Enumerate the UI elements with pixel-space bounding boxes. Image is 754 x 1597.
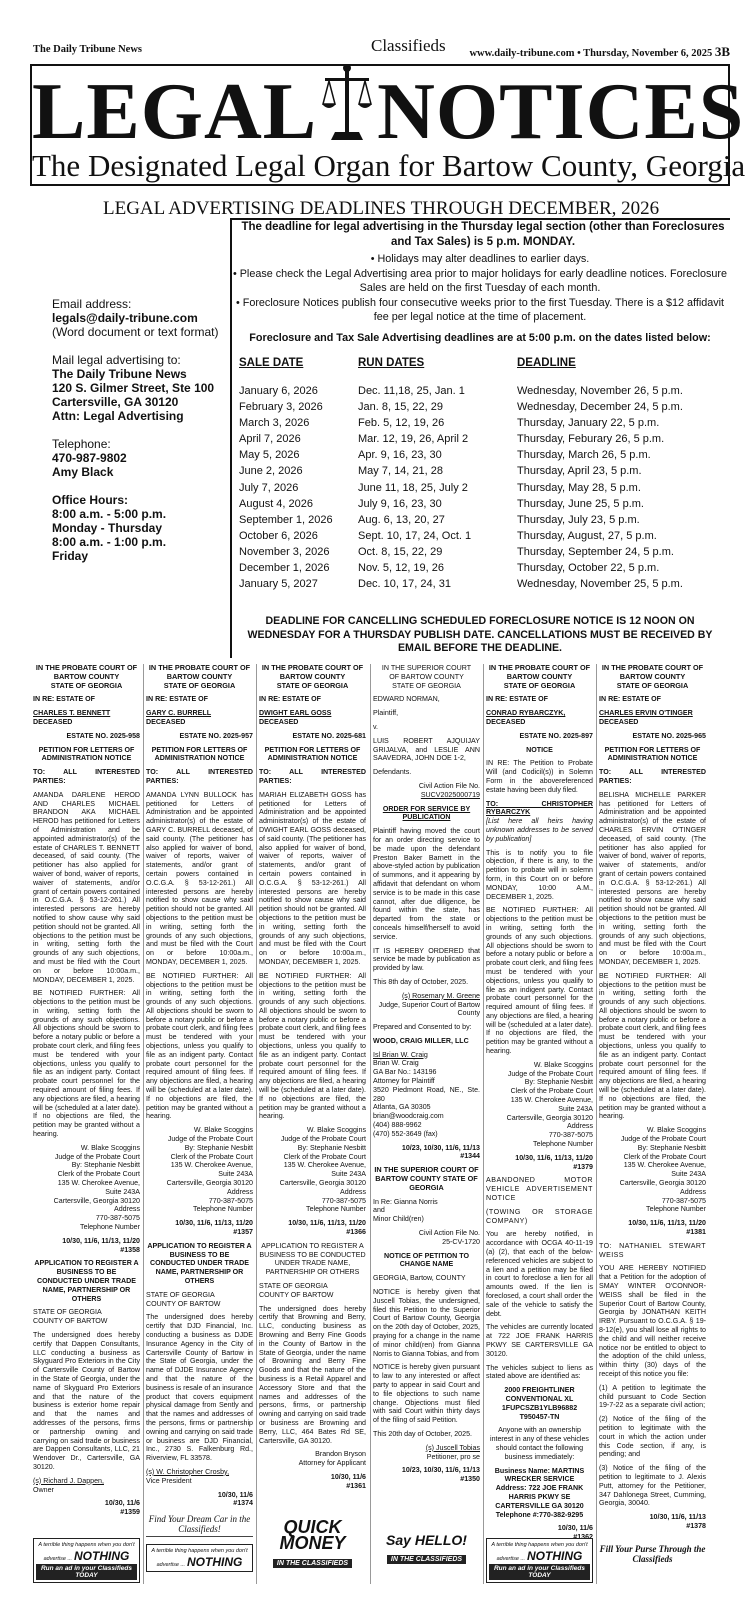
header-web-date: www.daily-tribune.com • Thursday, November 6, 2025 3B bbox=[469, 44, 730, 59]
run-dates-column bbox=[358, 383, 471, 592]
run-date: Dec. 11,18, 25, Jan. 1 bbox=[358, 385, 465, 397]
deadline-date: Thursday, September 24, 5 p.m. bbox=[517, 545, 674, 558]
deadline-date: Thursday, March 26, 5 p.m. bbox=[517, 449, 651, 462]
run-date: Aug. 6, 13, 20, 27 bbox=[358, 513, 445, 526]
notice-column-5: IN THE PROBATE COURT OF BARTOW COUNTY STATE OF GEORGIA IN RE: ESTATE OF CONRAD RYBARCZYK, DECEASED ESTATE NO. 2025-897 NOTICE IN RE: The Petition to Probate Will (and Codicil(s)) in Solemn Form in the abovereferenced estate having been duly filed. TO: CHRISTOPHER RYBARCZYK [List here all heirs having unknown addresses to be served by publication] This is to notify you to file objection, if there is any, to the petition to probate will in solemn form, in this Court on or before MONDAY, 10:00 A.M., DECEMBER 1, 2025. BE NOTIFIED FURTHER: All objections to the petition must be in writing, setting forth the grounds of any such objections. All objections should be sworn to before a notary public or before a probate court clerk, and filing fees must be tendered with your objections, unless you qualify to file as an indigent party. Contact probate court personnel for the required amount of filing fees. If any objections are filed, a hearing will be (scheduled at a later date). If no objections are filed, the petition may be granted without a hearing. W. Blake Scoggins Judge of the Probate Court By: Stephanie Nesbitt Clerk of the Probate Court 135 W. Cherokee Avenue, Suite 243A Cartersville, Georgia 30120 Address 770-387-5075 Telephone Number 10/30, 11/6, 11/13, 11/20 #1379 ABANDONED MOTOR VEHICLE ADVERTISEMENT NOTICE (TOWING OR STORAGE COMPANY) You are hereby notified, in accordance with OCGA 40-11-19 (a) (2), that each of the below-referenced vehicles are subject to a lien and a petition may be filed in court to foreclose a lien for all amounts owed. If the lien is foreclosed, a court shall order the sale of the vehicle to satisfy the debt. The vehicles are currently located at 722 JOE FRANK HARRIS PKWY SE CARTERSVILLE GA 30120. The vehicles subject to liens as stated above are identified as: 2000 FREIGHTLINER CONVENTIONAL XL 1FUPCSZB1YLB96882 T950457-TN Anyone with an ownership interest in any of these vehicles should contact the following business immediately: Business Name: MARTINS WRECKER SERVICE Address: 722 JOE FRANK HARRIS PKWY SE CARTERSVILLE GA 30120 Telephone #:770-382-9295 10/30, 11/6 #1362 A terrible thing happens when you don't advertise ... NOTHING Run an ad in your Classifieds TODAY bbox=[486, 664, 593, 1584]
sale-date: August 4, 2026 bbox=[239, 497, 314, 510]
phone-name: Amy Black bbox=[52, 465, 114, 479]
sale-date: January 5, 2027 bbox=[239, 578, 318, 591]
dream-car-ad: Find Your Dream Car in the Classifieds! bbox=[146, 1514, 253, 1537]
sale-date: May 5, 2026 bbox=[239, 449, 300, 462]
mail-name: The Daily Tribune News bbox=[52, 367, 187, 381]
run-date: Dec. 10, 17, 24, 31 bbox=[358, 578, 451, 591]
deadline-date: Thursday, June 25, 5 p.m. bbox=[517, 497, 644, 510]
run-date: Mar. 12, 19, 26, April 2 bbox=[358, 433, 469, 446]
sale-date: February 3, 2026 bbox=[239, 401, 323, 414]
quick-money-ad: QUICK MONEY IN THE CLASSIFIEDS bbox=[259, 1519, 366, 1568]
notice-column-6: IN THE PROBATE COURT OF BARTOW COUNTY STATE OF GEORGIA IN RE: ESTATE OF CHARLES ERVIN O'TINGER DECEASED ESTATE NO. 2025-965 PETITION FOR LETTERS OF ADMINISTRATION NOTICE TO: ALL INTERESTED PARTIES: BELISHA MICHELLE PARKER has petitioned for Letters of Administration and be appointed administrator(s) of the estate of CHARLES ERVIN O'TINGER deceased, of said county. (The petitioner has also applied for waiver of bond, waiver of reports, waiver of statements, and/or grant of certain powers contained in O.C.G.A. § 53-12-261.) All interested persons are hereby notified to show cause why said petition should not be granted. All objections to the petition must be in writing, setting forth the grounds of any such objections, and must be filed with the Court on or before 10:00a.m., MONDAY, DECEMBER 1, 2025. BE NOTIFIED FURTHER: All objections to the petition must be in writing, setting forth the grounds of any such objections. All objections should be sworn to before a notary public or before a probate court clerk, and filing fees must be tendered with your objections, unless you qualify to file as an indigent party. Contact probate court personnel for the required amount of filing fees. If any objections are filed, a hearing will be (scheduled at a later date). If no objections are filed, the petition may be granted without a hearing. W. Blake Scoggins Judge of the Probate Court By: Stephanie Nesbitt Clerk of the Probate Court 135 W. Cherokee Avenue, Suite 243A Cartersville, Georgia 30120 Address 770-387-5075 Telephone Number 10/30, 11/6, 11/13, 11/20 #1381 TO: NATHANIEL STEWART WEISS YOU ARE HEREBY NOTIFIED that a Petition for the adoption of SMAY WINTER O'CONNOR-WEISS shall be filed in the Superior Court of Bartow County, Georgia by JONATHAN KEITH IRBY. Pursuant to O.C.G.A. § 19-8-12(e), you shall lose all rights to the child and will neither receive notice nor be entitled to object to the adoption of the child unless, within thirty (30) days of the receipt of this notice you file: (1) A petition to legitimate the child pursuant to Code Section 19-7-22 as a separate civil action; (2) Notice of the filing of the petition to legitimate with the court in which the action under this Code section, if any, is pending; and (3) Notice of the filing of the petition to legitimate to J. Alexis Putt, attorney for the Petitioner, 347 Dahlonega Street, Cumming, Georgia, 30040. 10/30, 11/6, 11/13 #1378 Fill Your Purse Through the Classifieds bbox=[599, 664, 706, 1564]
deadline-date: Thursday, April 23, 5 p.m. bbox=[517, 465, 642, 478]
deadline-date: Thursday, August, 27, 5 p.m. bbox=[517, 529, 657, 542]
sale-date: March 3, 2026 bbox=[239, 417, 310, 430]
sale-date-header: SALE DATE bbox=[239, 357, 304, 369]
section-name: Classifieds bbox=[371, 36, 446, 55]
masthead bbox=[30, 64, 746, 186]
run-date: July 9, 16, 23, 30 bbox=[358, 497, 442, 510]
cancellation-note: DEADLINE FOR CANCELLING SCHEDULED FORECLOSURE NOTICE IS 12 NOON ON WEDNESDAY FOR A THURSDAY PUBLISH DATE. CANCELLATIONS MUST BE RECEIVED BY EMAIL BEFORE THE DEADLINE. bbox=[247, 615, 713, 654]
run-date: Nov. 5, 12, 19, 26 bbox=[358, 562, 445, 575]
notice-column-4: IN THE SUPERIOR COURT OF BARTOW COUNTY STATE OF GEORGIA EDWARD NORMAN, Plaintiff, v. LUIS ROBERT AJQUIJAY GRIJALVA, and LESLIE ANN SAAVEDRA, JOHN DOE 1-2, Defendants. Civil Action File No. SUCV2025000719 ORDER FOR SERVICE BY PUBLICATION Plaintiff having moved the court for an order directing service to be made upon the defendant Preston Baker Barnett in the above-styled action by publication of summons, and it appearing by affidavit that defendant on whom service is to be made in this case cannot, after due diligence, be found within the state, has departed from the state or conceals himself/herself to avoid service. IT IS HEREBY ORDERED that service be made by publication as provided by law. This 8th day of October, 2025. (s) Rosemary M. Greene Judge, Superior Court of Bartow County Prepared and Consented to by: WOOD, CRAIG MILLER, LLC Isl Brian W. Craig Brian W. Craig GA Bar No.: 143196 Attorney for Plaintiff 3520 Piedmont Road, NE., Ste. 280 Atlanta, GA 30305 brian@woodcraig.com (404) 888-9962 (470) 552-3649 (fax) 10/23, 10/30, 11/6, 11/13 #1344 IN THE SUPERIOR COURT OF BARTOW COUNTY STATE OF GEORGIA In Re: Gianna Norris and Minor Child(ren) Civil Action File No. 25-CV-1720 NOTICE OF PETITION TO CHANGE NAME GEORGIA, Bartow, COUNTY NOTICE is hereby given that Juscell Tobias, the undersigned, filed this Petition to the Superior Court of Bartow County, Georgia on the 20th day of October, 2025, praying for a change in the name of minor child(ren) from Gianna Norris to Gianna Tobias, and from NOTICE is hereby given pursuant to law to any interested or affect party to appear in said Court and to file objections to such name change. Objections must filed with said Court within thirty days of the filing of said Petition. This 20th day of October, 2025. (s) Juscell Tobias Petitioner, pro se 10/23, 10/30, 11/6, 11/13 #1350 Say HELLO! IN THE CLASSIFIEDS bbox=[373, 664, 480, 1563]
court-heading: IN THE PROBATE COURT OF BARTOW COUNTY STATE OF GEORGIA bbox=[35, 664, 138, 690]
deadlines-heading: LEGAL ADVERTISING DEADLINES THROUGH DECEMBER, 2026 bbox=[103, 198, 660, 219]
run-date: Jan. 8, 15, 22, 29 bbox=[358, 401, 444, 414]
deadline-header: DEADLINE bbox=[517, 357, 576, 369]
mail-street: 120 S. Gilmer Street, Ste 100 bbox=[52, 381, 215, 395]
fill-purse-ad: Fill Your Purse Through the Classifieds bbox=[599, 1544, 706, 1564]
run-date: June 11, 18, 25, July 2 bbox=[358, 481, 468, 494]
scales-of-justice-icon bbox=[321, 64, 373, 142]
sale-date: January 6, 2026 bbox=[239, 385, 318, 397]
notice-column-3: IN THE PROBATE COURT OF BARTOW COUNTY STATE OF GEORGIA IN RE: ESTATE OF DWIGHT EARL GOSS DECEASED ESTATE NO. 2025-681 PETITION FOR LETTERS OF ADMINISTRATION NOTICE TO: ALL INTERESTED PARTIES: MARIAH ELIZABETH GOSS has petitioned for Letters of Administration and be appointed administrator(s) of the estate of DWIGHT EARL GOSS deceased, of said county. (The petitioner has also applied for waiver of bond, waiver of reports, waiver of statements, and/or grant of certain powers contained in O.C.G.A. § 53-12-261.) All interested persons are hereby notified to show cause why said petition should not be granted. All objections to the petition must be in writing, setting forth the grounds of any such objections, and must be filed with the Court on or before 10:00a.m., MONDAY, DECEMBER 1, 2025. BE NOTIFIED FURTHER: All objections to the petition must be in writing, setting forth the grounds of any such objections. All objections should be sworn to before a notary public or before a probate court clerk, and filing fees must be tendered with your objections, unless you qualify to file as an indigent party. Contact probate court personnel for the required amount of filing fees. If any objections are filed, a hearing will be (scheduled at a later date). If no objections are filed, the petition may be granted without a hearing. W. Blake Scoggins Judge of the Probate Court By: Stephanie Nesbitt Clerk of the Probate Court 135 W. Cherokee Avenue, Suite 243A Cartersville, Georgia 30120 Address 770-387-5075 Telephone Number 10/30, 11/6, 11/13, 11/20 #1366 APPLICATION TO REGISTER A BUSINESS TO BE CONDUCTED UNDER TRADE NAME, PARTNERSHIP OR OTHERS STATE OF GEORGIA COUNTY OF BARTOW The undersigned does hereby certify that Browning and Berry, LLC, conducting business as Browning and Berry Fine Goods in the County of Bartow in the State of Georgia, under the name of Browning and Berry Fine Goods and that the nature of the business is a Retail Apparel and Accessory Store and that the names and addresses of the persons, firms, or partnership owning and carrying on said trade or business are Browning and Berry, LLC, 464 Bates Rd SE, Cartersville, GA 30120. Brandon Bryson Attorney for Applicant 10/30, 11/6 #1361 QUICK MONEY IN THE CLASSIFIEDS bbox=[259, 664, 366, 1567]
email-note: (Word document or text format) bbox=[52, 325, 219, 339]
sale-date: June 2, 2026 bbox=[239, 465, 303, 478]
deadline-date: Thursday, October 22, 5 p.m. bbox=[517, 562, 660, 575]
deadline-date: Thursday, July 23, 5 p.m. bbox=[517, 513, 640, 526]
run-date: May 7, 14, 21, 28 bbox=[358, 465, 443, 478]
email-label: Email address: bbox=[52, 297, 132, 311]
page-header bbox=[33, 36, 730, 62]
foreclosure-note: Foreclosure and Tax Sale Advertising deadlines are at 5:00 p.m. on the dates listed below: bbox=[249, 332, 711, 344]
run-date: Sept. 10, 17, 24, Oct. 1 bbox=[358, 529, 472, 542]
mail-label: Mail legal advertising to: bbox=[52, 353, 181, 367]
deadline-date: Wednesday, November 25, 5 p.m. bbox=[517, 578, 683, 591]
sale-date: December 1, 2026 bbox=[239, 562, 330, 575]
sale-date: July 7, 2026 bbox=[239, 481, 299, 494]
deadline-date: Wednesday, November 26, 5 p.m. bbox=[517, 385, 683, 397]
run-date: Apr. 9, 16, 23, 30 bbox=[358, 449, 442, 462]
sale-date: November 3, 2026 bbox=[239, 545, 330, 558]
masthead-subtitle: The Designated Legal Organ for Bartow County, Georgia bbox=[32, 148, 746, 183]
deadline-date: Thursday, January 22, 5 p.m. bbox=[517, 417, 660, 430]
publication-name: The Daily Tribune News bbox=[33, 44, 142, 55]
nothing-ad: A terrible thing happens when you don't advertise ... NOTHING Run an ad in your Classifieds TODAY bbox=[33, 1538, 140, 1583]
nothing-ad-3: A terrible thing happens when you don't advertise ... NOTHING Run an ad in your Classifieds TODAY bbox=[486, 1538, 593, 1583]
sale-date: October 6, 2026 bbox=[239, 529, 318, 542]
deadline-date: Thursday, Feburary 26, 5 p.m. bbox=[517, 433, 665, 446]
sale-dates-column bbox=[239, 383, 333, 592]
notice-column-2: IN THE PROBATE COURT OF BARTOW COUNTY STATE OF GEORGIA IN RE: ESTATE OF GARY C. BURRELL DECEASED ESTATE NO. 2025-957 PETITION FOR LETTERS OF ADMINISTRATION NOTICE TO: ALL INTERESTED PARTIES: AMANDA LYNN BULLOCK has petitioned for Letters of Administration and be appointed administrator(s) of the estate of GARY C. BURRELL deceased, of said county. (The petitioner has also applied for waiver of bond, waiver of reports, waiver of statements, and/or grant of certain powers contained in O.C.G.A. § 53-12-261.) All interested persons are hereby notified to show cause why said petition should not be granted. All objections to the petition must be in writing, setting forth the grounds of any such objections, and must be filed with the Court on or before 10:00a.m., MONDAY, DECEMBER 1, 2025. BE NOTIFIED FURTHER: All objections to the petition must be in writing, setting forth the grounds of any such objections. All objections should be sworn to before a notary public or before a probate court clerk, and filing fees must be tendered with your objections, unless you qualify to file as an indigent party. Contact probate court personnel for the required amount of filing fees. If any objections are filed, a hearing will be (scheduled at a later date). If no objections are filed, the petition may be granted without a hearing. W. Blake Scoggins Judge of the Probate Court By: Stephanie Nesbitt Clerk of the Probate Court 135 W. Cherokee Avenue, Suite 243A Cartersville, Georgia 30120 Address 770-387-5075 Telephone Number 10/30, 11/6, 11/13, 11/20 #1357 APPLICATION TO REGISTER A BUSINESS TO BE CONDUCTED UNDER TRADE NAME, PARTNERSHIP OR OTHERS STATE OF GEORGIA COUNTY OF BARTOW The undersigned does hereby certify that DJD Financial, Inc. conducting a business as DJDE Insurance Agency in the City of Cartersville County of Bartow in the State of Georgia, under the name of DJDE Insurance Agency and that the nature of the business is resale of an insurance product that covers equipment physical damage from Sently and that the names and addresses of the persons, firms or partnership owning and carrying on said trade or business are DJD Financial, Inc., 2730 S. Falkenburg Rd., Riverview, FL 33578. (s) W. Christopher Crosby, Vice President 10/30, 11/6 #1374 Find Your Dream Car in the Classifieds! A terrible thing happens when you don't advertise ... NOTHING bbox=[146, 664, 253, 1584]
phone-label: Telephone: bbox=[52, 437, 111, 451]
mail-city: Cartersville, GA 30120 bbox=[52, 395, 179, 409]
deadline-date: Thursday, May 28, 5 p.m. bbox=[517, 481, 641, 494]
notice-column-1: IN THE PROBATE COURT OF BARTOW COUNTY STATE OF GEORGIA IN RE: ESTATE OF CHARLES T. BENNETT DECEASED ESTATE NO. 2025-958 PETITION FOR LETTERS OF ADMINISTRATION NOTICE TO: ALL INTERESTED PARTIES: AMANDA DARLENE HEROD AND CHARLES MICHAEL BRANDON AKA MICHAEL HEROD has petitioned for Letters of Administration and be appointed administrator(s) of the estate of CHARLES T. BENNETT deceased, of said county. (The petitioner has also applied for waiver of bond, waiver of reports, waiver of statements, and/or grant of certain powers contained in O.C.G.A. § 53-12-261.) All interested persons are hereby notified to show cause why said petition should not be granted. All objections to the petition must be in writing, setting forth the grounds of any such objections, and must be filed with the Court on or before 10:00a.m., MONDAY, DECEMBER 1, 2025. BE NOTIFIED FURTHER: All objections to the petition must be in writing, setting forth the grounds of any such objections. All objections should be sworn to before a notary public or before a probate court clerk, and filing fees must be tendered with your objections, unless you qualify to file as an indigent party. Contact probate court personnel for the required amount of filing fees. If any objections are filed, a hearing will be (scheduled at a later date). If no objections are filed, the petition may be granted without a hearing. W. Blake Scoggins Judge of the Probate Court By: Stephanie Nesbitt Clerk of the Probate Court 135 W. Cherokee Avenue, Suite 243A Cartersville, Georgia 30120 Address 770-387-5075 Telephone Number 10/30, 11/6, 11/13, 11/20 #1358 APPLICATION TO REGISTER A BUSINESS TO BE CONDUCTED UNDER TRADE NAME, PARTNERSHIP OR OTHERS STATE OF GEORGIA COUNTY OF BARTOW The undersigned does hereby certify that Dappen Consultants, LLC conducting a business as Skyguard Pro Exteriors in the City of Cartersville County of Bartow in the State of Georgia, under the name of Skyguard Pro Exteriors and that the nature of the business is exterior home repair and that the names and addresses of the persons, firms or partnership owning and carrying on said trade or business are Dappen Consultants, LLC, 21 Wendover Dr., Cartersville, GA 30120. (s) Richard J. Dappen, Owner 10/30, 11/6 #1359 A terrible thing happens when you don't advertise ... NOTHING Run an ad in your Classifieds TODAY bbox=[33, 664, 140, 1584]
deadline-intro: The deadline for legal advertising in the Thursday legal section (other than Foreclosures and Tax Sales) is 5 p.m. MONDAY. bbox=[241, 221, 725, 248]
run-dates-header: RUN DATES bbox=[358, 357, 425, 369]
masthead-title: LEGAL NOTICES bbox=[32, 70, 728, 154]
sale-date: September 1, 2026 bbox=[239, 513, 333, 526]
deadline-date: Wednesday, December 24, 5 p.m. bbox=[517, 401, 683, 414]
email-address: legals@daily-tribune.com bbox=[52, 311, 198, 325]
run-date: Feb. 5, 12, 19, 26 bbox=[358, 417, 445, 430]
legal-notice-columns bbox=[33, 664, 730, 1584]
nothing-ad-2: A terrible thing happens when you don't advertise ... NOTHING bbox=[146, 1544, 253, 1572]
hours-label: Office Hours: bbox=[52, 493, 129, 507]
say-hello-ad: Say HELLO! IN THE CLASSIFIEDS bbox=[386, 1532, 467, 1563]
page-number: 3B bbox=[714, 44, 730, 59]
mail-attn: Attn: Legal Advertising bbox=[52, 409, 184, 423]
sale-date: April 7, 2026 bbox=[239, 433, 301, 446]
run-date: Oct. 8, 15, 22, 29 bbox=[358, 545, 443, 558]
phone-number: 470-987-9802 bbox=[52, 451, 127, 465]
contact-panel: Email address: legals@daily-tribune.com (Word document or text format) Mail legal advertising to: The Daily Tribune News 120 S. Gilmer Street, Ste 100 Cartersville, GA 30120 Attn: Legal Advertising Telephone: 470-987-9802 Amy Black Office Hours: 8:00 a.m. - 5:00 p.m. Monday - Thursday 8:00 a.m. - 1:00 p.m. Friday bbox=[52, 297, 219, 563]
deadline-dates-column bbox=[517, 383, 683, 592]
deadline-bullets: • Holidays may alter deadlines to earlier days. • Please check the Legal Advertising area prior to major holidays for early deadline notices. Foreclosure Sales are held on the first Tuesday of each month. • Foreclosure Notices publish four consecutive weeks prior to the first Tuesday. There is a $12 affidavit fee per legal notice at the time of placement. bbox=[232, 253, 728, 323]
